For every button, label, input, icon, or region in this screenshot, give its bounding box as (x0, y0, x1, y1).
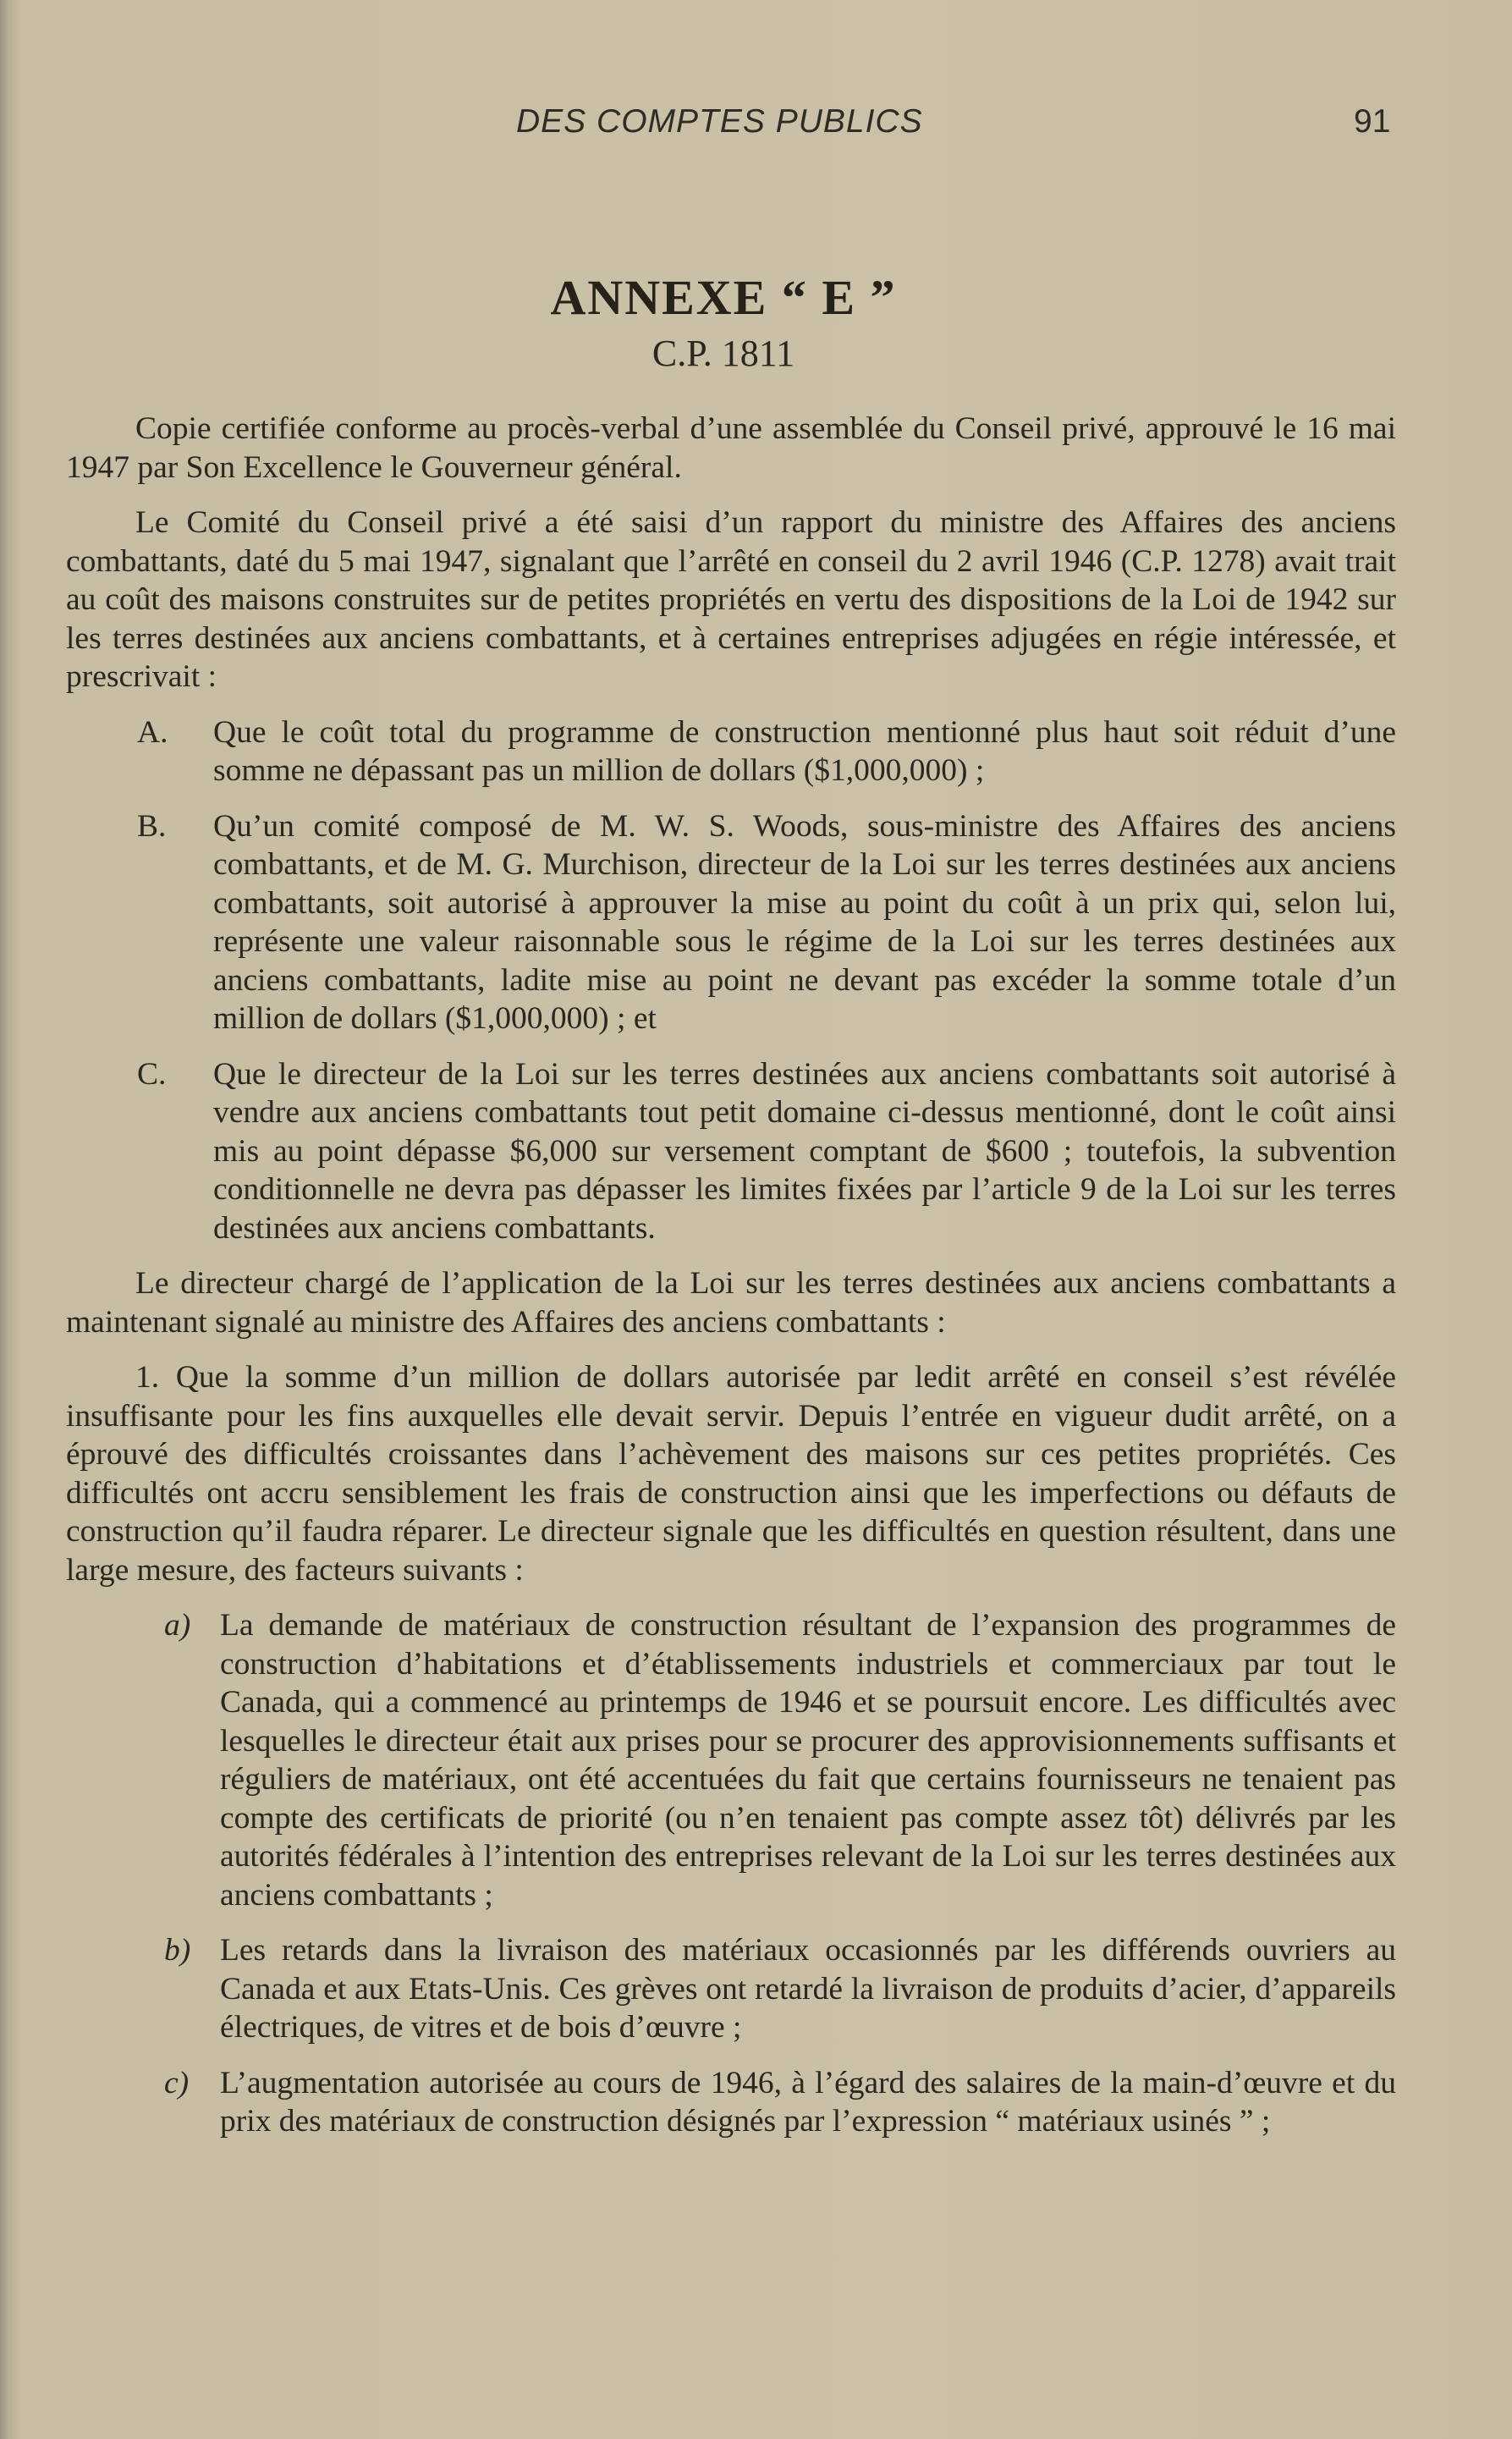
director-paragraph: Le directeur chargé de l’application de la Loi sur les terres destinées aux anciens combattants a maintenant signalé au ministre des Affaires des anciens combattants : (66, 1266, 1396, 1340)
factor-text: La demande de matériaux de construction résultant de l’expansion des programmes de construction d’habitations et d’établissements industriels et commerciaux par tout le Canada, qui a commencé au printemps de 1946 et se poursuit encore. Les difficultés avec lesquelles le directeur était aux prises pour se procurer des approvisionnements suffisants et réguliers de matériaux, ont été accentuées du fait que certains fournisseurs ne tenaient pas compte des certificats de priorité (ou n’en tenaient pas compte assez tôt) délivrés par les autorités fédérales à l’intention des entreprises relevant de la Loi sur les terres destinées aux anciens combattants ; (220, 1608, 1396, 1913)
list-item-letter: A. (137, 714, 168, 750)
list-item-a (66, 713, 1396, 790)
factor-letter: c) (164, 2065, 190, 2100)
list-item-text: Qu’un comité composé de M. W. S. Woods, sous-ministre des Affaires des anciens combattants, et de M. G. Murchison, directeur de la Loi sur les terres destinées aux anciens combattants, soit autorisé à approuver la mise au point du coût à un prix qui, selon lui, représente une valeur raisonnable sous le régime de la Loi sur les terres destinées aux anciens combattants, ladite mise au point ne devant pas excéder la somme totale d’un million de dollars ($1,000,000) ; et (213, 808, 1396, 1036)
running-header (0, 103, 1512, 146)
running-title: DES COMPTES PUBLICS (516, 103, 923, 140)
document-body (66, 410, 1396, 2158)
annex-title: ANNEXE “ E ” (550, 270, 897, 325)
list-item-text: Que le coût total du programme de construction mentionné plus haut soit réduit d’une somme ne dépassant pas un million de dollars ($1,000,000) ; (213, 714, 1396, 788)
factor-item-a (66, 1606, 1396, 1914)
factor-item-c (66, 2064, 1396, 2141)
committee-paragraph: Le Comité du Conseil privé a été saisi d’un rapport du ministre des Affaires des anciens combattants, daté du 5 mai 1947, signalant que l’arrêté en conseil du 2 avril 1946 (C.P. 1278) avait trait au coût des maisons construites sur de petites propriétés en vertu des dispositions de la Loi de 1942 sur les terres destinées aux anciens combattants, et à certaines entreprises adjugées en régie intéressée, et prescrivait : (66, 505, 1396, 694)
intro-paragraph: Copie certifiée conforme au procès-verbal d’une assemblée du Conseil privé, approuvé le 16 mai 1947 par Son Excellence le Gouverneur général. (66, 411, 1396, 485)
factor-letter: a) (164, 1608, 191, 1643)
factor-text: Les retards dans la livraison des matériaux occasionnés par les différends ouvriers au Canada et aux Etats-Unis. Ces grèves ont retardé la livraison de produits d’acier, d’appareils électriques, de vitres et de bois d’œuvre ; (220, 1933, 1396, 2045)
list-item-text: Que le directeur de la Loi sur les terres destinées aux anciens combattants soit autorisé à vendre aux anciens combattants tout petit domaine ci-dessus mentionné, dont le coût ainsi mis au point dépasse $6,000 sur versement comptant de $600 ; toutefois, la subvention conditionnelle ne devra pas dépasser les limites fixées par l’article 9 de la Loi sur les terres destinées aux anciens combattants. (213, 1056, 1396, 1246)
point-1-paragraph: 1. Que la somme d’un million de dollars autorisée par ledit arrêté en conseil s’est révélée insuffisante pour les fins auxquelles elle devait servir. Depuis l’entrée en vigueur dudit arrêté, on a éprouvé des difficultés croissantes dans l’achèvement des maisons sur ces petites propriétés. Ces difficultés ont accru sensiblement les frais de construction ainsi que les imperfections ou défauts de construction qu’il faudra réparer. Le directeur signale que les difficultés en question résultent, dans une large mesure, des facteurs suivants : (66, 1360, 1396, 1588)
list-item-c (66, 1055, 1396, 1248)
annex-subtitle: C.P. 1811 (652, 333, 795, 374)
list-item-letter: C. (137, 1056, 167, 1092)
page-number: 91 (1354, 103, 1391, 140)
factor-text: L’augmentation autorisée au cours de 1946, à l’égard des salaires de la main-d’œuvre et du prix des matériaux de construction désignés par l’expression “ matériaux usinés ” ; (220, 2065, 1396, 2139)
list-item-letter: B. (137, 808, 167, 844)
list-item-b (66, 807, 1396, 1038)
factor-item-b (66, 1931, 1396, 2047)
factor-letter: b) (164, 1933, 191, 1968)
